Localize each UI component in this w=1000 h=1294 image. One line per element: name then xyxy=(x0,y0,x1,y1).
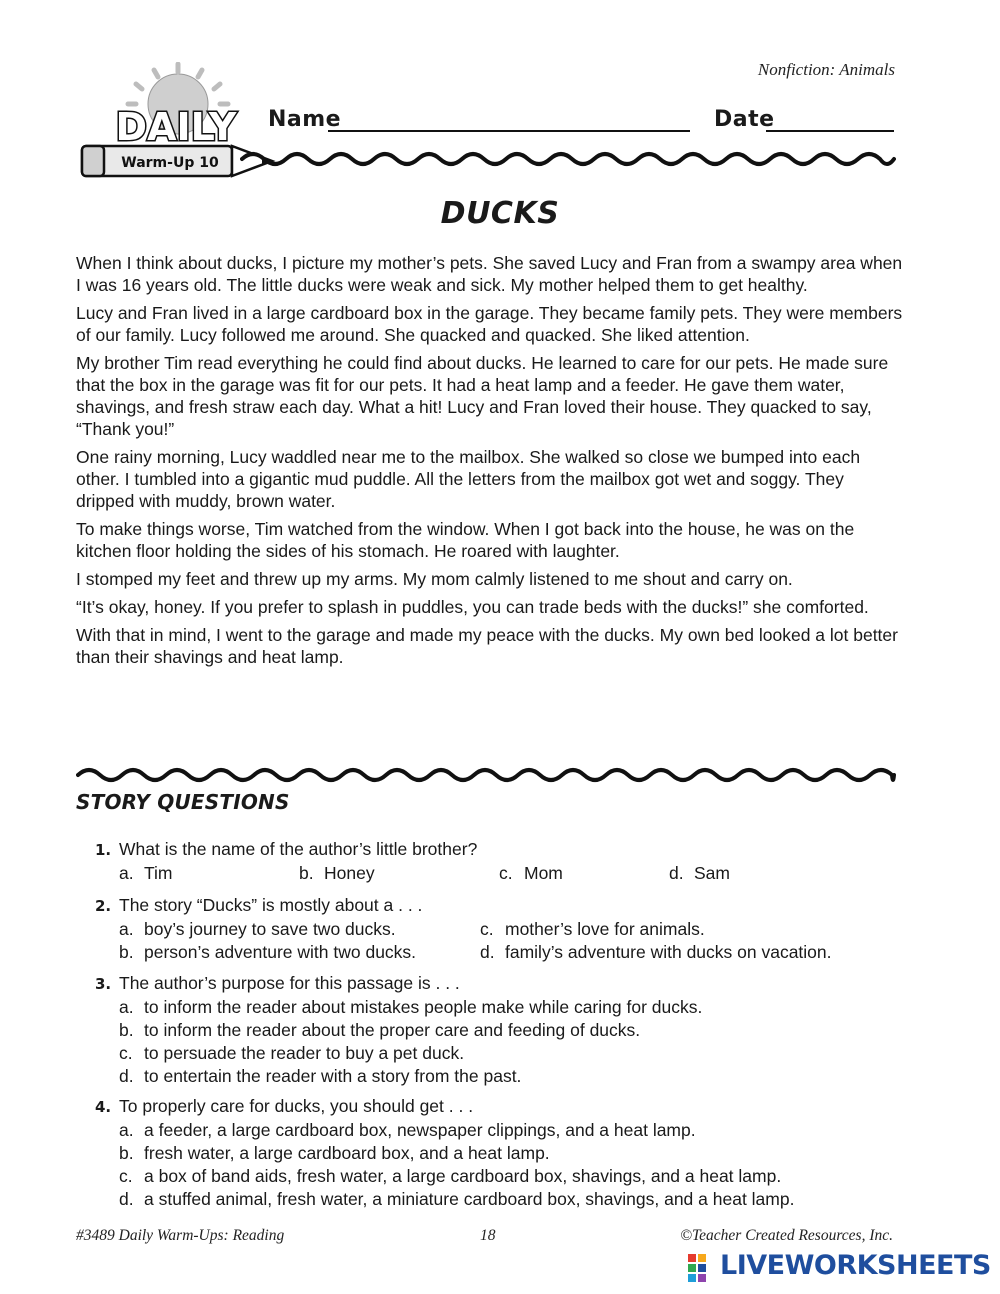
footer-copyright: ©Teacher Created Resources, Inc. xyxy=(680,1227,893,1244)
answer-option[interactable]: b. fresh water, a large cardboard box, and a heat lamp. xyxy=(119,1143,550,1163)
question-number: 2. xyxy=(95,897,112,915)
questions-heading: STORY QUESTIONS xyxy=(76,790,290,814)
answer-option[interactable]: c. Mom xyxy=(499,863,563,883)
question-1 xyxy=(95,838,895,885)
question-3 xyxy=(95,972,895,1088)
liveworksheets-wordmark: LIVEWORKSHEETS xyxy=(720,1250,991,1281)
story-paragraph: When I think about ducks, I picture my mother’s pets. She saved Lucy and Fran from a swampy area when I was 16 years old. The little ducks were weak and sick. My mother helped them to get healthy. xyxy=(76,253,903,295)
question-number: 4. xyxy=(95,1098,112,1116)
answer-option[interactable]: d. Sam xyxy=(669,863,730,883)
answer-option[interactable]: b. to inform the reader about the proper care and feeding of ducks. xyxy=(119,1020,641,1040)
footer-book-title: #3489 Daily Warm-Ups: Reading xyxy=(76,1227,285,1244)
answer-option[interactable]: d. family’s adventure with ducks on vacation. xyxy=(480,942,832,962)
answer-option[interactable]: a. to inform the reader about mistakes people make while caring for ducks. xyxy=(119,997,703,1017)
story-paragraph: Lucy and Fran lived in a large cardboard box in the garage. They became family pets. They were members of our family. Lucy followed me around. She quacked and quacked. She liked attention. xyxy=(76,303,903,345)
story-paragraph: “It’s okay, honey. If you prefer to splash in puddles, you can trade beds with the ducks!” she comforted. xyxy=(76,597,869,617)
logo-word: DAILY xyxy=(115,105,237,149)
answer-option[interactable]: b. Honey xyxy=(299,863,375,883)
liveworksheets-logo[interactable] xyxy=(688,1250,991,1284)
answer-option[interactable]: c. a box of band aids, fresh water, a large cardboard box, shavings, and a heat lamp. xyxy=(119,1166,782,1186)
page-number: 18 xyxy=(480,1227,496,1244)
story-body xyxy=(76,252,906,674)
top-wave-divider xyxy=(240,144,896,174)
story-title: DUCKS xyxy=(440,196,560,231)
question-text: To properly care for ducks, you should get . . . xyxy=(119,1096,474,1116)
answer-option[interactable]: b. person’s adventure with two ducks. xyxy=(119,942,417,962)
answer-option[interactable]: a. Tim xyxy=(119,863,173,883)
date-label: Date xyxy=(714,107,775,132)
answer-option[interactable]: c. to persuade the reader to buy a pet duck. xyxy=(119,1043,465,1063)
category-label: Nonfiction: Animals xyxy=(757,60,895,79)
answer-option[interactable]: a. boy’s journey to save two ducks. xyxy=(119,919,396,939)
story-paragraph: With that in mind, I went to the garage and made my peace with the ducks. My own bed looked a lot better than their shavings and heat lamp. xyxy=(76,625,898,667)
story-paragraph: To make things worse, Tim watched from the window. When I got back into the house, he was on the kitchen floor holding the sides of his stomach. He roared with laughter. xyxy=(76,519,855,561)
story-paragraph: One rainy morning, Lucy waddled near me to the mailbox. She walked so close we bumped into each other. I tumbled into a gigantic mud puddle. All the letters from the mailbox got wet and soggy. They dripped with muddy, brown water. xyxy=(76,447,861,511)
name-label: Name xyxy=(268,107,342,132)
question-4 xyxy=(95,1095,895,1211)
answer-option[interactable]: d. a stuffed animal, fresh water, a miniature cardboard box, shavings, and a heat lamp. xyxy=(119,1189,795,1209)
question-text: What is the name of the author’s little brother? xyxy=(119,839,478,859)
question-number: 1. xyxy=(95,841,112,859)
date-field[interactable] xyxy=(766,130,894,132)
question-text: The author’s purpose for this passage is . . . xyxy=(119,973,460,993)
question-text: The story “Ducks” is mostly about a . . . xyxy=(119,895,423,915)
answer-option[interactable]: c. mother’s love for animals. xyxy=(480,919,705,939)
question-2 xyxy=(95,894,895,964)
story-paragraph: I stomped my feet and threw up my arms. My mom calmly listened to me shout and carry on. xyxy=(76,569,793,589)
answer-option[interactable]: d. to entertain the reader with a story from the past. xyxy=(119,1066,522,1086)
question-number: 3. xyxy=(95,975,112,993)
middle-wave-divider xyxy=(76,760,896,790)
logo-subtitle: Warm-Up 10 xyxy=(121,155,219,171)
liveworksheets-icon xyxy=(688,1254,716,1282)
story-paragraph: My brother Tim read everything he could find about ducks. He learned to care for our pets. He made sure that the box in the garage was fit for our pets. It had a heat lamp and a feeder. He gave them water, shavings, and fresh straw each day. What a hit! Lucy and Fran loved their house. They quacked to say, “Thank you!” xyxy=(76,353,889,439)
name-field[interactable] xyxy=(328,130,690,132)
answer-option[interactable]: a. a feeder, a large cardboard box, newspaper clippings, and a heat lamp. xyxy=(119,1120,696,1140)
